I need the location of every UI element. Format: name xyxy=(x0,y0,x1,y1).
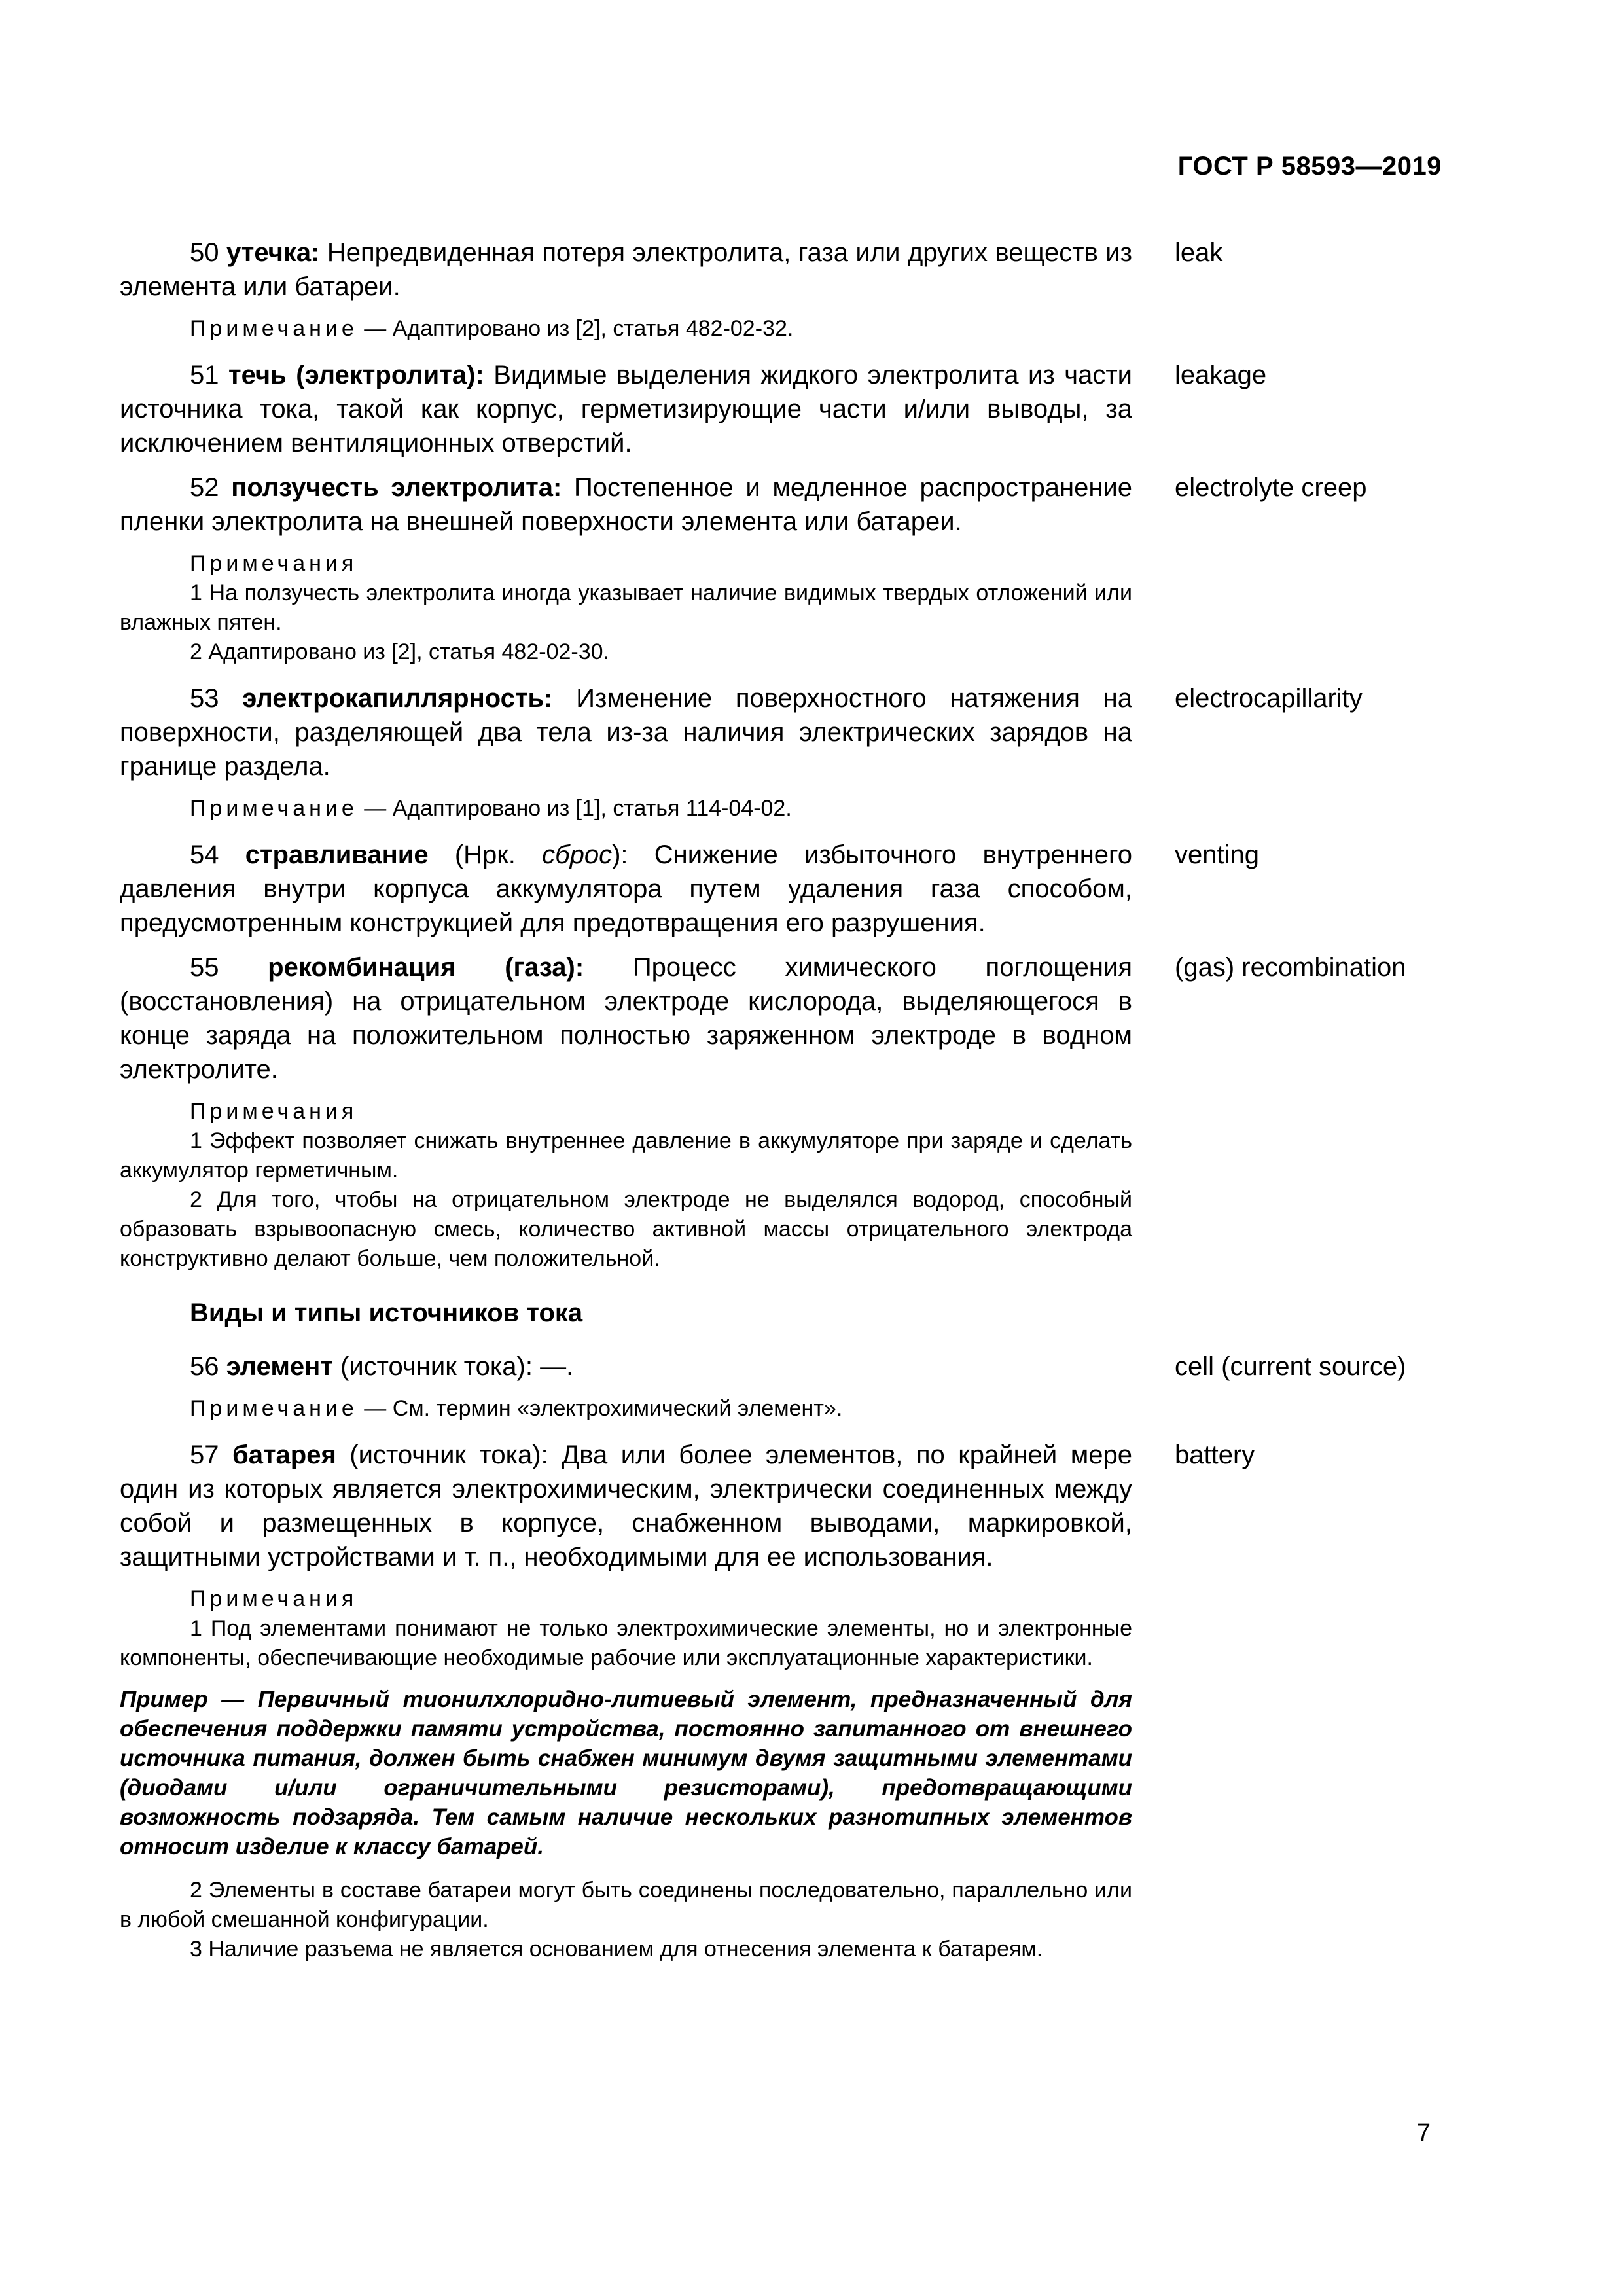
note-heading: Примечание xyxy=(190,796,358,821)
term-name: электрокапиллярность: xyxy=(242,684,553,713)
term-entry-52 xyxy=(120,471,1448,539)
note-53 xyxy=(120,794,1448,823)
term-name: ползучесть электролита: xyxy=(231,473,562,502)
term-number: 53 xyxy=(190,684,219,713)
note-heading: Примечание xyxy=(190,316,358,341)
note-56 xyxy=(120,1394,1448,1424)
note-heading: Примечание xyxy=(190,1396,358,1421)
term-entry-54 xyxy=(120,838,1448,940)
note-item: 1 Эффект позволяет снижать внутреннее давление в аккумуляторе при заряде и сделать аккумулятор герметичным. xyxy=(120,1128,1132,1183)
term-entry-50 xyxy=(120,236,1448,304)
term-definition: Непредвиденная потеря электролита, газа или других веществ из элемента или батареи. xyxy=(120,238,1132,301)
term-number: 51 xyxy=(190,361,219,389)
term-number: 54 xyxy=(190,840,219,869)
term-name: батарея xyxy=(232,1441,336,1469)
term-deprecated: сброс xyxy=(542,840,613,869)
term-english: battery xyxy=(1175,1441,1255,1469)
term-number: 52 xyxy=(190,473,219,502)
term-english: electrolyte creep xyxy=(1175,473,1367,502)
term-english: leak xyxy=(1175,238,1223,267)
note-text: — Адаптировано из [1], статья 114-04-02. xyxy=(357,796,792,821)
note-heading: Примечания xyxy=(190,1099,358,1124)
term-name: течь (электролита): xyxy=(228,361,484,389)
term-english: electrocapillarity xyxy=(1175,684,1363,713)
term-definition: (источник тока): —. xyxy=(332,1352,574,1381)
page-number: 7 xyxy=(1416,2119,1431,2147)
note-text: — Адаптировано из [2], статья 482-02-32. xyxy=(357,316,794,341)
term-entry-53 xyxy=(120,681,1448,783)
term-name: стравливание xyxy=(245,840,429,869)
note-52 xyxy=(120,549,1448,667)
term-english: (gas) recombination xyxy=(1175,953,1406,982)
term-number: 56 xyxy=(190,1352,219,1381)
note-item: 2 Элементы в составе батареи могут быть соединены последовательно, параллельно или в любой смешанной конфигурации. xyxy=(120,1878,1132,1932)
note-text: — См. термин «электрохимический элемент». xyxy=(357,1396,843,1421)
note-item: 2 Адаптировано из [2], статья 482-02-30. xyxy=(190,639,609,664)
term-entry-51 xyxy=(120,358,1448,460)
note-50 xyxy=(120,314,1448,344)
term-english: cell (current source) xyxy=(1175,1352,1406,1381)
term-definition: (источник тока): Два или более элементов, по крайней мере один из которых является электрохимическим, электрически соединенных между собой и размещенных в корпусе, снабженном выводами, маркировкой, защитными устройствами и т. п., необходимыми для ее использования. xyxy=(120,1441,1132,1571)
term-english: venting xyxy=(1175,840,1259,869)
section-title: Виды и типы источников тока xyxy=(190,1299,583,1327)
term-entry-55 xyxy=(120,950,1448,1086)
note-item: 3 Наличие разъема не является основанием для отнесения элемента к батареям. xyxy=(190,1937,1043,1962)
note-item: 1 Под элементами понимают не только электрохимические элементы, но и электронные компоненты, обеспечивающие необходимые рабочие или эксплуатационные характеристики. xyxy=(120,1616,1132,1670)
term-number: 57 xyxy=(190,1441,219,1469)
document-code: ГОСТ Р 58593—2019 xyxy=(1177,152,1442,181)
terms-content xyxy=(120,236,1448,1979)
note-57 xyxy=(120,1585,1448,1964)
term-remark: (Нрк. xyxy=(428,840,543,869)
term-english: leakage xyxy=(1175,361,1267,389)
term-definition: Постепенное и медленное распространение пленки электролита на внешней поверхности элемента или батареи. xyxy=(120,473,1132,536)
note-heading: Примечания xyxy=(190,551,358,576)
term-name: утечка: xyxy=(226,238,320,267)
note-item: 2 Для того, чтобы на отрицательном электроде не выделялся водород, способный образовать взрывоопасную смесь, количество активной массы отрицательного электрода конструктивно делают больше, чем положительной. xyxy=(120,1187,1132,1271)
term-number: 50 xyxy=(190,238,219,267)
note-55 xyxy=(120,1097,1448,1274)
term-definition: Видимые выделения жидкого электролита из части источника тока, такой как корпус, герметизирующие части и/или выводы, за исключением вентиляционных отверстий. xyxy=(120,361,1132,457)
term-definition: ): Снижение избыточного внутреннего давления внутри корпуса аккумулятора путем удаления газа способом, предусмотренным конструкцией для предотвращения его разрушения. xyxy=(120,840,1132,937)
term-name: элемент xyxy=(226,1352,333,1381)
note-heading: Примечания xyxy=(190,1587,358,1611)
term-number: 55 xyxy=(190,953,219,982)
term-definition: Изменение поверхностного натяжения на поверхности, разделяющей два тела из-за наличия электрических зарядов на границе раздела. xyxy=(120,684,1132,781)
term-definition: Процесс химического поглощения (восстановления) на отрицательном электроде кислорода, выделяющегося в конце заряда на положительном полностью заряженном электроде в водном электролите. xyxy=(120,953,1132,1084)
note-item: 1 На ползучесть электролита иногда указывает наличие видимых твердых отложений или влажных пятен. xyxy=(120,581,1132,635)
term-entry-57 xyxy=(120,1438,1448,1574)
term-name: рекомбинация (газа): xyxy=(268,953,584,982)
term-entry-56 xyxy=(120,1350,1448,1384)
example-text: Пример — Первичный тионилхлоридно-литиевый элемент, предназначенный для обеспечения поддержки памяти устройства, постоянно запитанного от внешнего источника питания, должен быть снабжен минимум двумя защитными элементами (диодами и/или ограничительными резисторами), предотвращающими возможность подзаряда. Тем самым наличие нескольких разнотипных элементов относит изделие к классу батарей. xyxy=(120,1687,1132,1859)
